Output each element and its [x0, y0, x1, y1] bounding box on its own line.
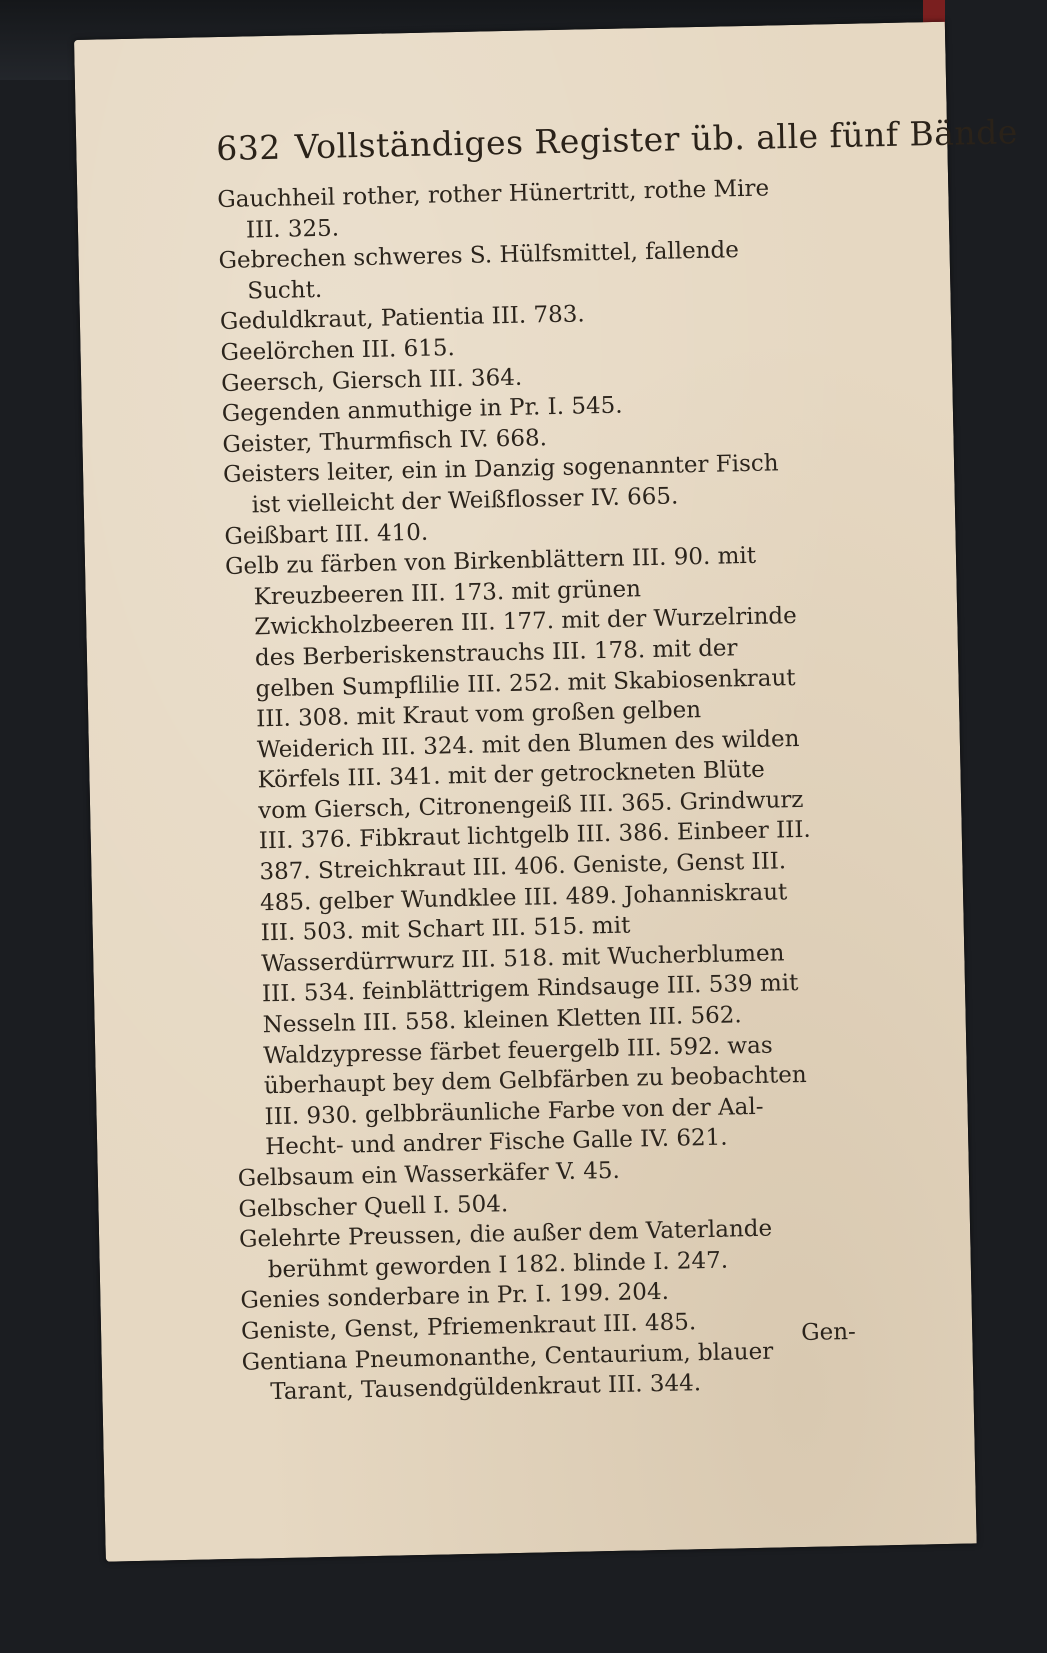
book-page [74, 22, 1019, 1562]
register-entry: Gauchheil rother, rother Hünertritt, rothe Mire III. 325. [217, 175, 770, 244]
register-entries [217, 173, 832, 1409]
register-entry: Geister, Thurmfisch IV. 668. [222, 424, 548, 458]
page-number: 632 [215, 127, 282, 169]
running-head [216, 112, 1018, 168]
register-entry: Geisters leiter, ein in Danzig sogenannter Fisch ist vielleicht der Weißflosser IV. 665. [222, 450, 779, 519]
register-entry: Gelb zu färben von Birkenblättern III. 90. mit Kreuzbeeren III. 173. mit grünen Zwickholzbeeren III. 177. mit der Wurzelrinde des Berberiskenstrauchs III. 178. mit der gelben Sumpflilie III. 252. mit Skabiosenkraut III. 308. mit Kraut vom großen gelben Weiderich III. 324. mit den Blumen des wilden Körfels III. 341. mit der getrockneten Blüte vom Giersch, Citronengeiß III. 365. Grindwurz III. 376. Fibkraut lichtgelb III. 386. Einbeer III. 387. Streichkraut III. 406. Geniste, Genst III. 485. gelber Wundklee III. 489. Johanniskraut III. 503. mit Schart III. 515. mit Wasserdürrwurz III. 518. mit Wucherblumen III. 534. feinblättrigem Rindsauge III. 539 mit Nesseln III. 558. kleinen Kletten III. 562. Waldzypresse färbet feuergelb III. 592. was überhaupt bey dem Gelbfärben zu beobachten III. 930. gelbbräunliche Farbe von der Aal- Hecht- und andrer Fische Galle IV. 621. [224, 542, 811, 1161]
register-entry: Geißbart III. 410. [224, 519, 429, 550]
register-entry: Geersch, Giersch III. 364. [220, 364, 523, 397]
catchword: Gen- [800, 1318, 857, 1347]
register-entry: Gentiana Pneumonanthe, Centaurium, blauer Tarant, Tausendgüldenkraut III. 344. [241, 1338, 774, 1406]
page-title: Vollständiges Register üb. alle fünf Bände [294, 112, 1019, 167]
register-entry: Gelehrte Preussen, die außer dem Vaterlande berühmt geworden I 182. blinde I. 247. [238, 1215, 773, 1283]
register-entry: Gelbsaum ein Wasserkäfer V. 45. [237, 1157, 621, 1192]
register-entry: Geduldkraut, Patientia III. 783. [219, 301, 585, 336]
register-entry: Geelörchen III. 615. [220, 335, 456, 366]
register-entry: Gebrechen schweres S. Hülfsmittel, fallende Sucht. [218, 237, 740, 305]
register-entry: Gegenden anmuthige in Pr. I. 545. [221, 392, 623, 428]
register-entry: Gelbscher Quell I. 504. [238, 1190, 509, 1223]
register-entry: Genies sonderbare in Pr. I. 199. 204. [240, 1279, 670, 1315]
register-entry: Geniste, Genst, Pfriemenkraut III. 485. [240, 1309, 697, 1345]
